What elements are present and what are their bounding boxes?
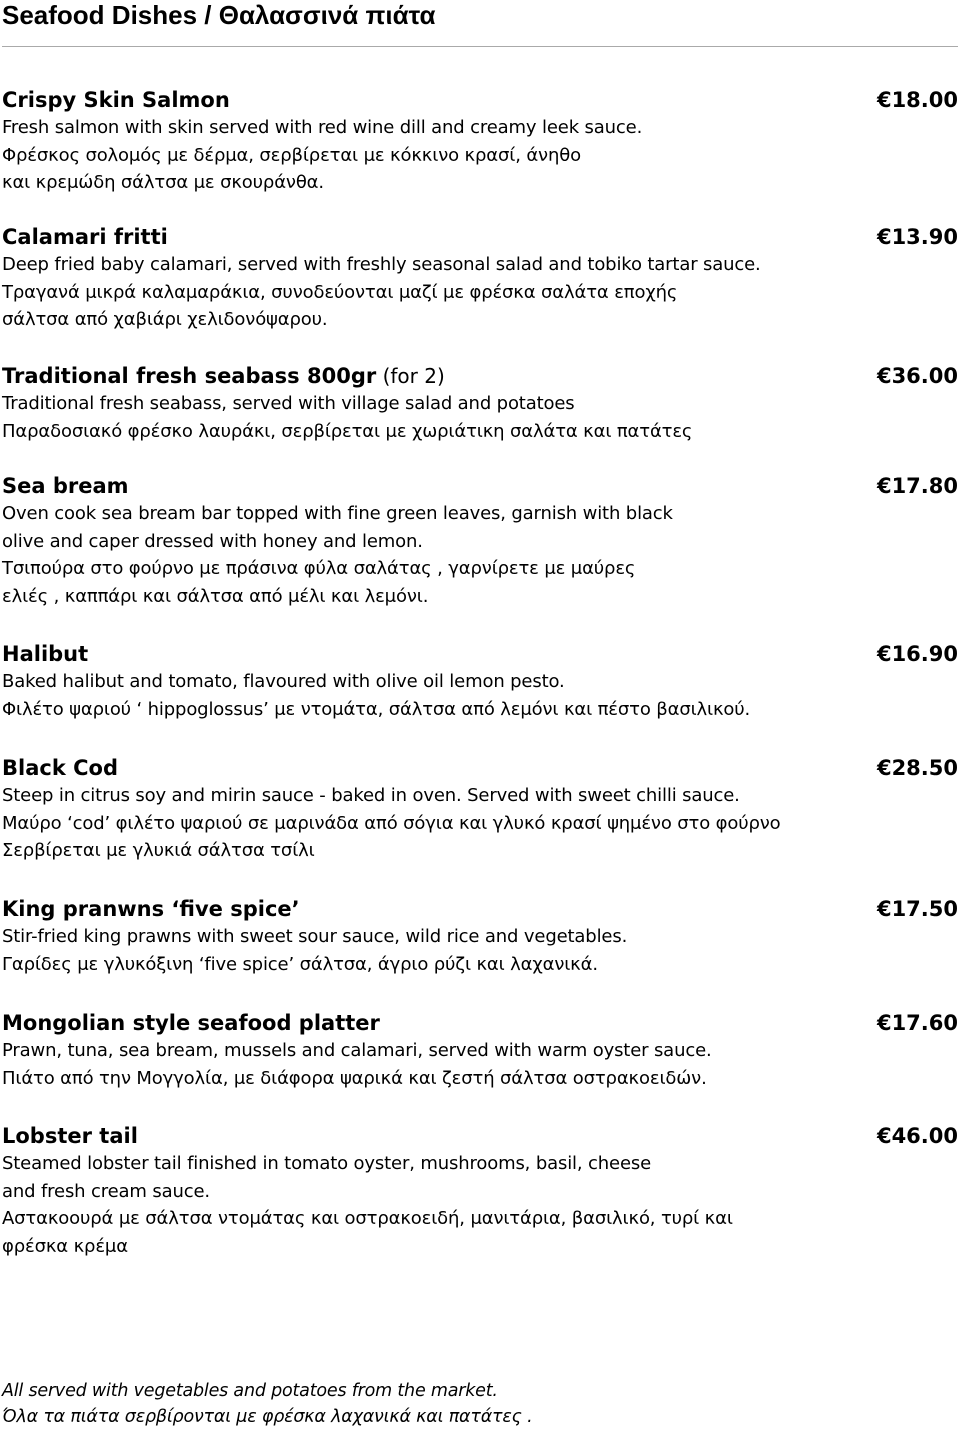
dish-name: Traditional fresh seabass 800gr	[2, 364, 377, 388]
menu-item-mongolian-seafood-platter	[2, 1009, 958, 1092]
dish-description-line: Baked halibut and tomato, flavoured with olive oil lemon pesto.	[2, 671, 565, 692]
dish-description-line: και κρεμώδη σάλτσα με σκουράνθα.	[2, 172, 324, 193]
dish-name: Halibut	[2, 642, 89, 666]
dish-description-line: Γαρίδες με γλυκόξινη ‘five spice’ σάλτσα, άγριο ρύζι και λαχανικά.	[2, 953, 598, 975]
dish-name: Calamari fritti	[2, 225, 168, 249]
dish-description-line: Traditional fresh seabass, served with village salad and potatoes	[2, 393, 575, 414]
footer-note	[2, 1378, 958, 1430]
dish-description-line: Παραδοσιακό φρέσκο λαυράκι, σερβίρεται με χωριάτικη σαλάτα και πατάτες	[2, 420, 693, 442]
menu-item-traditional-fresh-seabass	[2, 362, 958, 445]
dish-price: €36.00	[876, 364, 958, 388]
dish-description-line: Φρέσκος σολομός με δέρμα, σερβίρεται με κόκκινο κρασί, άνηθο	[2, 144, 581, 166]
dish-price: €28.50	[876, 756, 958, 780]
dish-description-line: Deep fried baby calamari, served with freshly seasonal salad and tobiko tartar sauce.	[2, 254, 761, 275]
dish-price: €13.90	[876, 225, 958, 249]
dish-description-line: Τσιπούρα στο φούρνο με πράσινα φύλα σαλάτας , γαρνίρετε με μαύρες	[2, 558, 636, 579]
dish-price: €18.00	[876, 88, 958, 112]
dish-description-line: σάλτσα από χαβιάρι χελιδονόψαρου.	[2, 309, 328, 330]
dish-name: King pranwns ‘five spice’	[2, 897, 300, 921]
dish-description-line: Steep in citrus soy and mirin sauce - baked in oven. Served with sweet chilli sauce.	[2, 785, 740, 806]
menu-item-lobster-tail	[2, 1122, 958, 1260]
menu-item-sea-bream	[2, 472, 958, 610]
dish-description-line: Oven cook sea bream bar topped with fine green leaves, garnish with black	[2, 503, 673, 524]
dish-price: €17.60	[876, 1011, 958, 1035]
dish-description-line: Fresh salmon with skin served with red wine dill and creamy leek sauce.	[2, 117, 643, 138]
dish-price: €17.50	[876, 897, 958, 921]
footer-note-greek: Όλα τα πιάτα σερβίρονται με φρέσκα λαχανικά και πατάτες .	[2, 1407, 533, 1427]
dish-name-suffix: (for 2)	[376, 364, 445, 388]
dish-description-line: Τραγανά μικρά καλαμαράκια, συνοδεύονται μαζί με φρέσκα σαλάτα εποχής	[2, 281, 678, 303]
menu-item-calamari-fritti	[2, 223, 958, 334]
dish-description-line: olive and caper dressed with honey and lemon.	[2, 530, 423, 552]
dish-description-line: Πιάτο από την Μογγολία, με διάφορα ψαρικά και ζεστή σάλτσα οστρακοειδών.	[2, 1067, 707, 1089]
menu-item-black-cod	[2, 754, 958, 865]
dish-description-line: and fresh cream sauce.	[2, 1180, 210, 1202]
dish-name: Black Cod	[2, 756, 118, 780]
dish-name: Crispy Skin Salmon	[2, 88, 230, 112]
menu-item-king-prawns-five-spice	[2, 895, 958, 978]
dish-name: Lobster tail	[2, 1124, 138, 1148]
dish-price: €17.80	[876, 474, 958, 498]
dish-description-line: Φιλέτο ψαριού ‘ hippoglossus’ με ντομάτα, σάλτσα από λεμόνι και πέστο βασιλικού.	[2, 698, 751, 720]
dish-description-line: Steamed lobster tail finished in tomato oyster, mushrooms, basil, cheese	[2, 1153, 652, 1174]
dish-description-line: Σερβίρεται με γλυκιά σάλτσα τσίλι	[2, 840, 315, 861]
dish-description-line: Μαύρο ‘cod’ φιλέτο ψαριού σε μαρινάδα από σόγια και γλυκό κρασί ψημένο στο φούρνο	[2, 812, 781, 834]
menu-item-halibut	[2, 640, 958, 723]
footer-note-english: All served with vegetables and potatoes from the market.	[2, 1381, 498, 1401]
dish-name: Sea bream	[2, 474, 129, 498]
menu-item-crispy-skin-salmon	[2, 86, 958, 197]
dish-name: Mongolian style seafood platter	[2, 1011, 380, 1035]
title-divider	[2, 46, 958, 47]
dish-description-line: φρέσκα κρέμα	[2, 1235, 128, 1257]
dish-description-line: Stir-fried king prawns with sweet sour sauce, wild rice and vegetables.	[2, 926, 628, 947]
dish-description-line: Prawn, tuna, sea bream, mussels and calamari, served with warm oyster sauce.	[2, 1040, 712, 1061]
dish-description-line: Αστακοουρά με σάλτσα ντομάτας και οστρακοειδή, μανιτάρια, βασιλικό, τυρί και	[2, 1208, 733, 1229]
dish-price: €46.00	[876, 1124, 958, 1148]
dish-price: €16.90	[876, 642, 958, 666]
dish-description-line: ελιές , καππάρι και σάλτσα από μέλι και λεμόνι.	[2, 585, 429, 607]
page-title: Seafood Dishes / Θαλασσινά πιάτα	[2, 0, 436, 30]
